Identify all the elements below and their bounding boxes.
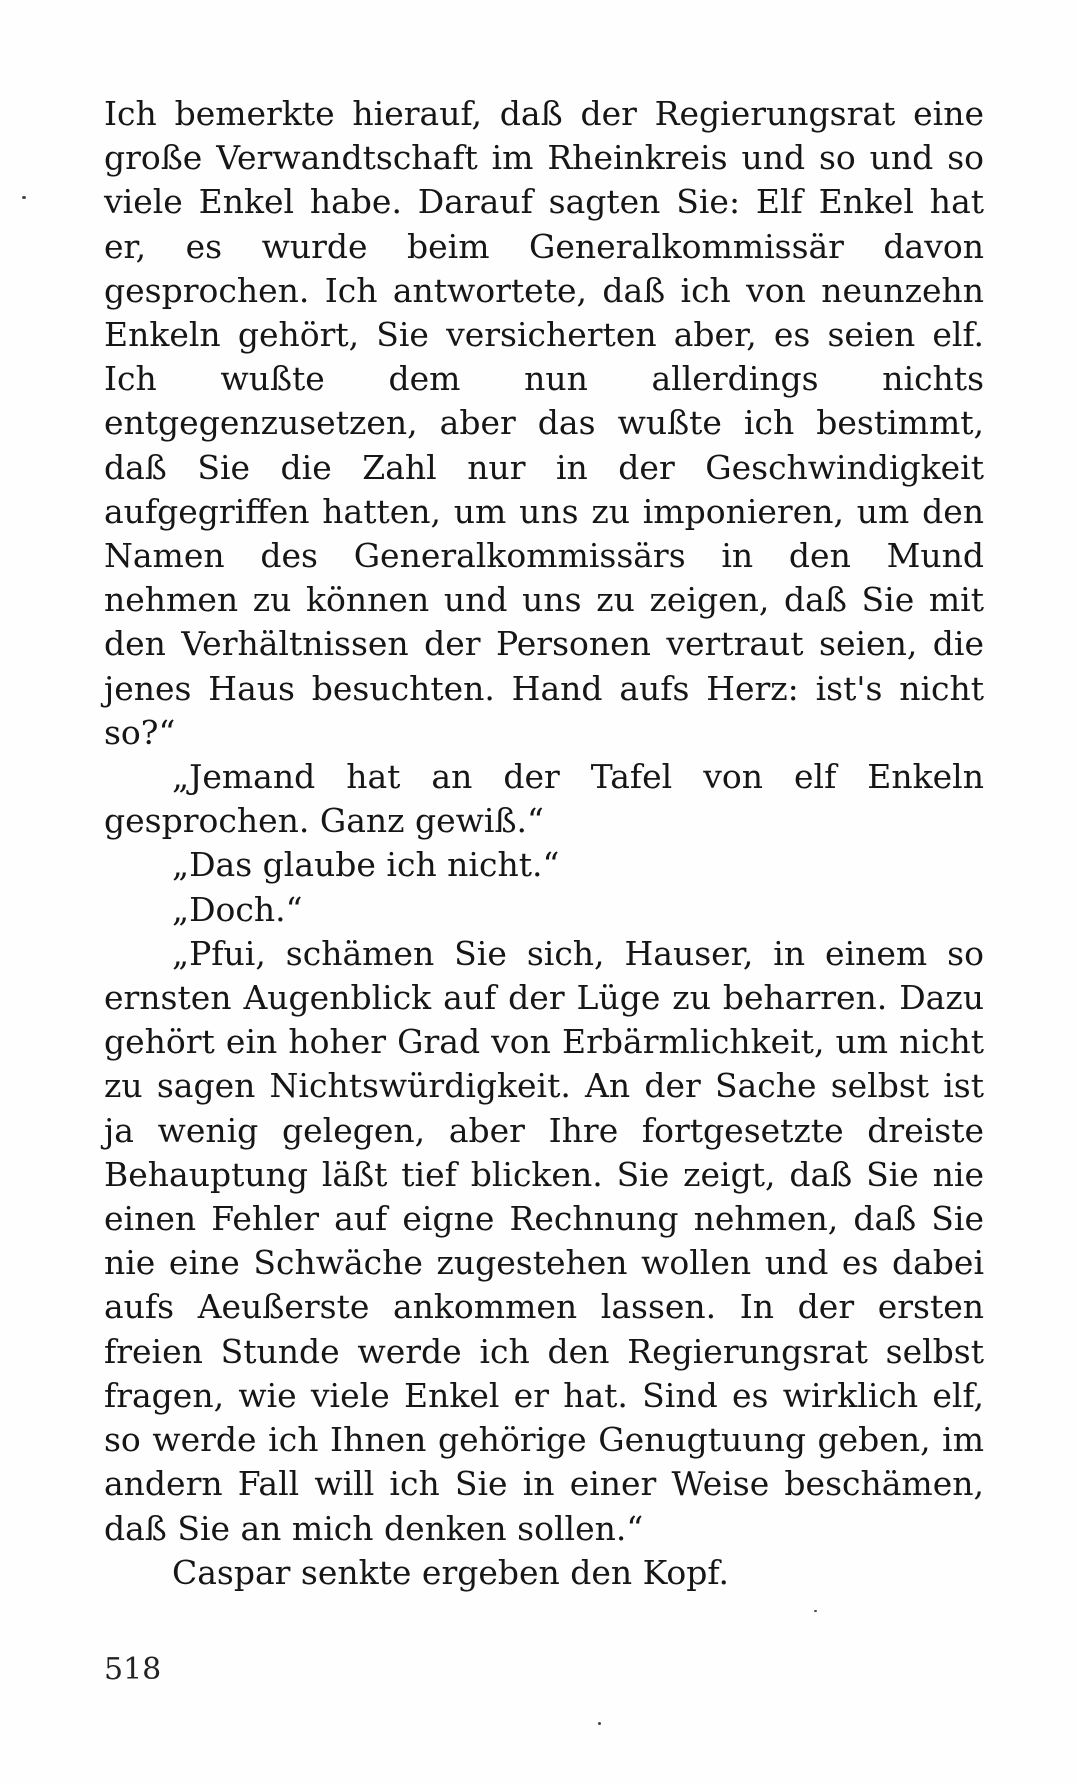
paragraph-5: „Pfui, schämen Sie sich, Hauser, in einem so ernsten Augenblick auf der Lüge zu beharren. Dazu gehört ein hoher Grad von Erbärmlichkeit, um nicht zu sagen Nichtswürdigkeit. An der Sache selbst ist ja wenig gelegen, aber Ihre fortgesetzte dreiste Behauptung läßt tief blicken. Sie zeigt, daß Sie nie einen Fehler auf eigne Rechnung nehmen, daß Sie nie eine Schwäche zugestehen wollen und es dabei aufs Aeußerste ankommen lassen. In der ersten freien Stunde werde ich den Regierungsrat selbst fragen, wie viele Enkel er hat. Sind es wirklich elf, so werde ich Ihnen gehörige Genugtuung geben, im andern Fall will ich Sie in einer Weise beschämen, daß Sie an mich denken sollen.“ <box>104 933 984 1548</box>
body-text <box>104 92 984 1595</box>
print-speck <box>22 196 26 199</box>
paragraph-3: „Das glaube ich nicht.“ <box>172 845 560 885</box>
print-speck <box>598 1722 601 1725</box>
print-speck <box>814 1610 817 1612</box>
paragraph-1: Ich bemerkte hierauf, daß der Regierungsrat eine große Verwandtschaft im Rheinkreis und so und so viele Enkel habe. Darauf sagten Sie: Elf Enkel hat er, es wurde beim Generalkommissär davon gesprochen. Ich antwortete, daß ich von neunzehn Enkeln gehört, Sie versicherten aber, es seien elf. Ich wußte dem nun allerdings nichts entgegenzusetzen, aber das wußte ich bestimmt, daß Sie die Zahl nur in der Geschwindigkeit aufgegriffen hatten, um uns zu imponieren, um den Namen des Generalkommissärs in den Mund nehmen zu können und uns zu zeigen, daß Sie mit den Verhältnissen der Personen vertraut seien, die jenes Haus besuchten. Hand aufs Herz: ist's nicht so?“ <box>104 94 984 752</box>
paragraph-4: „Doch.“ <box>172 889 303 929</box>
paragraph-2: „Jemand hat an der Tafel von elf Enkeln gesprochen. Ganz gewiß.“ <box>104 757 984 841</box>
paragraph-6: Caspar senkte ergeben den Kopf. <box>172 1552 729 1592</box>
page-number: 518 <box>104 1652 162 1687</box>
